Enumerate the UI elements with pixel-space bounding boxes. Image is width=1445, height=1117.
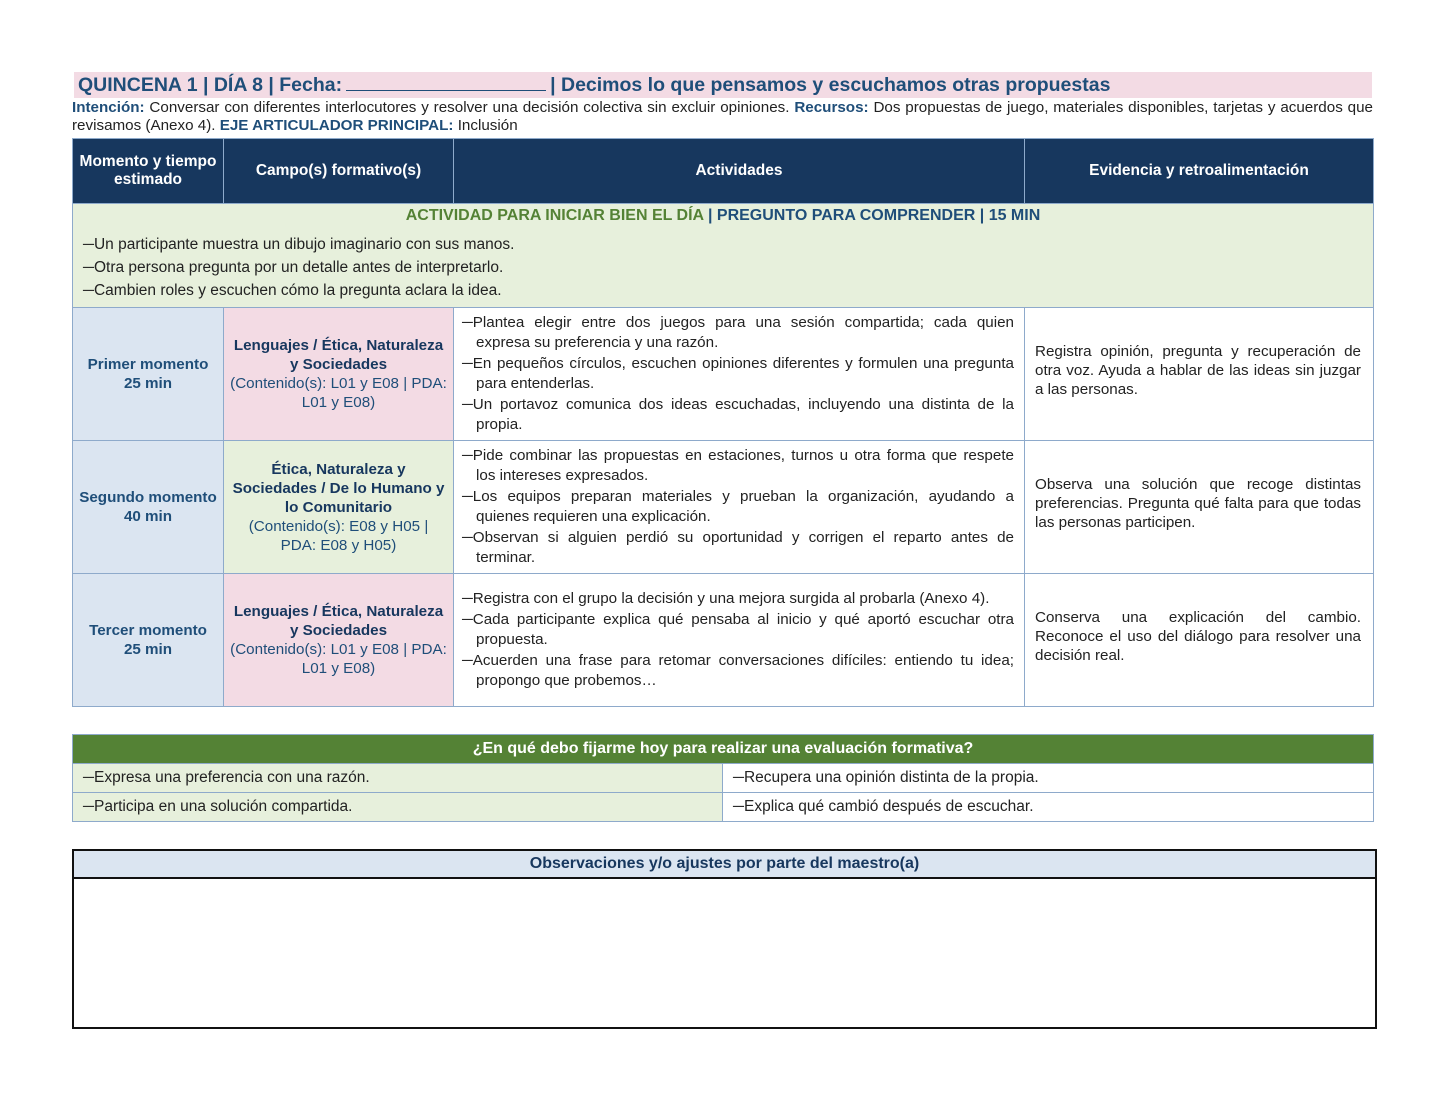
evidence-cell: Registra opinión, pregunta y recuperación de otra voz. Ayuda a hablar de las ideas sin juzgar a las personas. [1025,308,1374,441]
activity-item: ─Observan si alguien perdió su oportunidad y corrigen el reparto antes de terminar. [462,528,1014,566]
evaluation-item: ─Participa en una solución compartida. [73,793,723,822]
table-row [73,441,1374,574]
evaluation-item: ─Explica qué cambió después de escuchar. [723,793,1374,822]
activities-table [72,138,1374,707]
intro-paragraph [72,99,1373,135]
campo-cell [224,441,454,574]
campo-name: Ética, Naturaleza y Sociedades / De lo Humano y lo Comunitario [232,460,445,516]
col-header-campo: Campo(s) formativo(s) [224,139,454,204]
campo-name: Lenguajes / Ética, Naturaleza y Sociedades [233,337,444,373]
start-title-sep: | [979,207,985,224]
formative-evaluation-table [72,734,1374,822]
table-header-row [73,139,1374,204]
activities-cell [454,574,1025,707]
page-title [74,72,1372,98]
evidence-cell: Conserva una explicación del cambio. Reconoce el uso del diálogo para resolver una decisión real. [1025,574,1374,707]
moment-time: 25 min [123,641,173,658]
title-left: QUINCENA 1 | DÍA 8 | Fecha: [78,74,343,96]
moment-label: Tercer momento [89,622,207,639]
start-title-sep: | [707,207,713,224]
campo-cell [224,308,454,441]
campo-contenido: (Contenido(s): L01 y E08 | PDA: L01 y E08) [230,375,447,411]
date-blank-line [346,72,546,91]
start-activity-list [83,233,1363,302]
evaluation-item: ─Recupera una opinión distinta de la propia. [723,764,1374,793]
moment-cell [73,441,224,574]
recursos-label: Recursos: [794,99,869,116]
list-item: ─Un participante muestra un dibujo imaginario con sus manos. [83,236,515,253]
start-title-blue: PREGUNTO PARA COMPRENDER [716,207,976,224]
moment-time: 40 min [123,508,173,525]
start-title-green: ACTIVIDAD PARA INICIAR BIEN EL DÍA [405,207,704,224]
evaluation-item: ─Expresa una preferencia con una razón. [73,764,723,793]
moment-label: Primer momento [87,356,209,373]
list-item: ─Cambien roles y escuchen cómo la pregunta aclara la idea. [83,282,502,299]
activity-item: ─Pide combinar las propuestas en estaciones, turnos u otra forma que respete los intereses expresados. [462,446,1014,484]
start-activity-row [73,204,1374,308]
col-header-activities: Actividades [454,139,1025,204]
moment-time: 25 min [123,375,173,392]
campo-contenido: (Contenido(s): L01 y E08 | PDA: L01 y E08) [230,641,447,677]
activities-cell [454,441,1025,574]
recursos-text: Dos propuestas de juego, materiales disponibles, tarjetas y acuerdos que revisamos (Anexo 4). [72,99,1373,134]
campo-contenido: (Contenido(s): E08 y H05 | PDA: E08 y H05) [248,517,429,554]
activity-item: ─Los equipos preparan materiales y prueban la organización, ayudando a quienes requieren una explicación. [462,487,1014,525]
observations-writing-area[interactable] [74,879,1375,1027]
moment-cell [73,308,224,441]
eje-label: EJE ARTICULADOR PRINCIPAL: [219,117,454,134]
intencion-text: Conversar con diferentes interlocutores y resolver una decisión colectiva sin excluir opiniones. [149,99,790,116]
observations-box [72,849,1377,1029]
start-activity-title [83,204,1363,228]
evidence-cell: Observa una solución que recoge distintas preferencias. Pregunta qué falta para que todas las personas participen. [1025,441,1374,574]
intencion-label: Intención: [72,99,145,116]
table-row [73,308,1374,441]
list-item: ─Otra persona pregunta por un detalle antes de interpretarlo. [83,259,504,276]
table-row [73,574,1374,707]
col-header-moment: Momento y tiempo estimado [73,139,224,204]
campo-name: Lenguajes / Ética, Naturaleza y Sociedades [233,603,444,639]
moment-cell [73,574,224,707]
eje-text: Inclusión [457,117,518,134]
activities-cell [454,308,1025,441]
start-duration: 15 MIN [988,207,1041,224]
lesson-plan-page [72,72,1373,1029]
activity-item: ─En pequeños círculos, escuchen opiniones diferentes y formulen una pregunta para entenderlas. [462,354,1014,392]
start-activity-cell [73,204,1374,308]
campo-cell [224,574,454,707]
activity-item: ─Registra con el grupo la decisión y una mejora surgida al probarla (Anexo 4). [462,589,990,607]
evaluation-title: ¿En qué debo fijarme hoy para realizar una evaluación formativa? [73,735,1374,764]
activity-item: ─Plantea elegir entre dos juegos para una sesión compartida; cada quien expresa su preferencia y una razón. [462,313,1014,351]
activity-item: ─Cada participante explica qué pensaba al inicio y qué aportó escuchar otra propuesta. [462,610,1014,648]
activity-item: ─Un portavoz comunica dos ideas escuchadas, incluyendo una distinta de la propia. [462,395,1014,433]
col-header-evidence: Evidencia y retroalimentación [1025,139,1374,204]
observations-title: Observaciones y/o ajustes por parte del maestro(a) [74,851,1375,879]
moment-label: Segundo momento [79,489,217,506]
title-right: | Decimos lo que pensamos y escuchamos otras propuestas [550,74,1111,96]
activity-item: ─Acuerden una frase para retomar conversaciones difíciles: entiendo tu idea; propongo que probemos… [462,651,1014,689]
